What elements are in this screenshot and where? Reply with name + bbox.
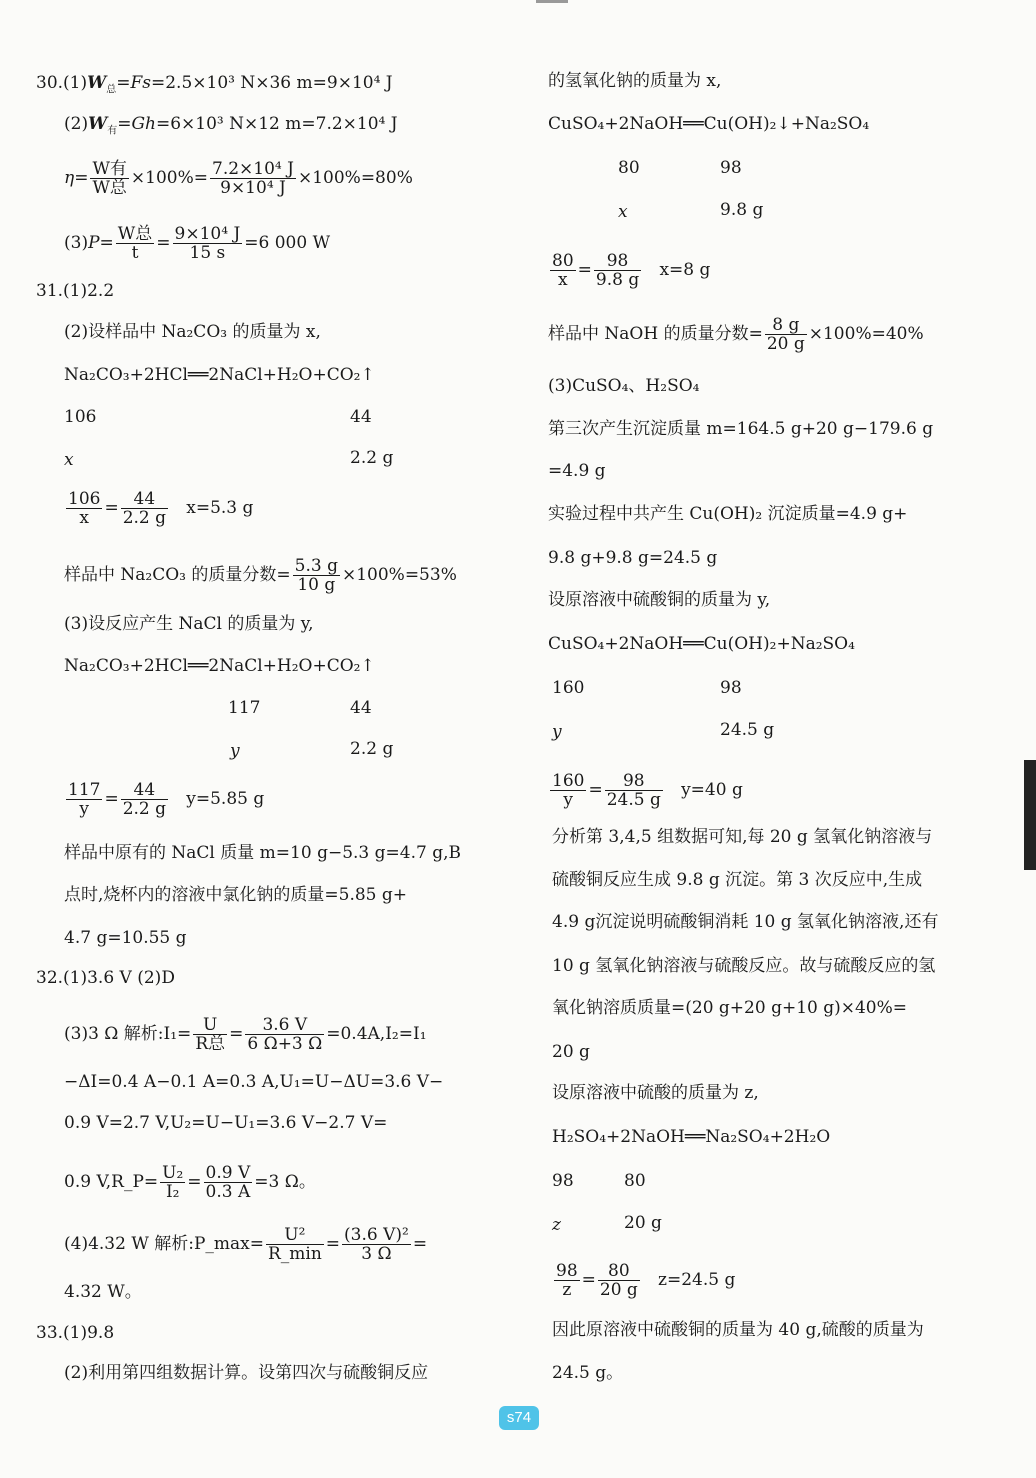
q31-ratio1: $\frac{106}{x}$ = $\frac{44}{2.2 g}$ x=5.3 g: [68, 489, 254, 528]
r-line12: 10 g 氢氧化钠溶液与硫酸反应。故与硫酸反应的氢: [552, 956, 936, 976]
q32-l6-den: R_min: [267, 1244, 322, 1264]
q31-g22a: 2.2 g: [350, 448, 394, 468]
q32-l2-den2: 6 Ω+3 Ω: [247, 1034, 323, 1054]
r2-result: y=5.85 g: [186, 789, 265, 809]
r-g245: 24.5 g: [720, 720, 775, 740]
frac-num: 5.3 g: [294, 556, 338, 576]
q32-l5-end: =3 Ω。: [254, 1172, 316, 1192]
power-end: =6 000 W: [244, 233, 331, 253]
r-line3: (3)CuSO₄、H₂SO₄: [548, 376, 700, 396]
q32-l2-den: R总: [195, 1034, 226, 1054]
r2-den2: 2.2 g: [122, 799, 167, 819]
q31-n44a: 44: [350, 407, 372, 427]
power-num1: W总: [117, 224, 153, 244]
eta-den2: 9×10⁴ J: [220, 178, 286, 198]
q31-line3: (3)设反应产生 NaCl 的质量为 y,: [64, 614, 314, 634]
q32-line3: −ΔI=0.4 A−0.1 A=0.3 A,U₁=U−ΔU=3.6 V−: [64, 1072, 444, 1092]
q32-line7: 4.32 W。: [64, 1282, 142, 1302]
power-label: (3): [64, 233, 89, 253]
q30-efficiency: η= W有 W总 ×100%= $\frac{\text{7.2×10⁴ J}}{\text{9×10⁴ J}}$ ×100%=80%: [64, 159, 413, 198]
r-ratio3: $\frac{98}{z}$ = $\frac{80}{20 g}$ z=24.5 g: [556, 1261, 736, 1300]
rr1-num2: 98: [594, 252, 641, 271]
r2-num1: 117: [68, 780, 101, 800]
rr3-num1: 98: [556, 1261, 578, 1281]
r-line7: 9.8 g+9.8 g=24.5 g: [548, 548, 718, 568]
q32-line1: 32.(1)3.6 V (2)D: [36, 968, 175, 988]
r-equation3: H₂SO₄+2NaOH══Na₂SO₄+2H₂O: [552, 1127, 831, 1147]
q33-line1: 33.(1)9.8: [36, 1323, 115, 1343]
frac-end: ×100%=53%: [341, 565, 457, 585]
r-line16: 因此原溶液中硫酸铜的质量为 40 g,硫酸的质量为: [552, 1320, 924, 1340]
rr1-num1: 80: [552, 251, 574, 271]
rr1-den2: 9.8 g: [595, 270, 640, 290]
r-g20: 20 g: [624, 1213, 662, 1233]
q32-l6-pre: (4)4.32 W 解析:P_max=: [64, 1234, 264, 1254]
r-line14: 20 g: [552, 1042, 590, 1062]
eta-mid: ×100%=: [130, 168, 209, 188]
q31-xa: x: [64, 450, 74, 470]
frac-pre: 样品中 Na₂CO₃ 的质量分数=: [64, 565, 291, 585]
r-line4: 第三次产生沉淀质量 m=164.5 g+20 g−179.6 g: [548, 419, 934, 439]
q32-l5-mid: =: [187, 1172, 202, 1192]
r-equation2: CuSO₄+2NaOH══Cu(OH)₂+Na₂SO₄: [548, 634, 855, 654]
r-naoh-fraction: [548, 316, 924, 353]
q32-l5-num: U₂: [162, 1163, 184, 1183]
page-number-badge: s74: [499, 1406, 539, 1430]
r2-den1: y: [79, 799, 90, 819]
q32-l2-pre: (3)3 Ω 解析:I₁=: [64, 1024, 192, 1044]
q32-l5-pre: 0.9 V,R_P=: [64, 1172, 159, 1192]
r1-den2: 2.2 g: [122, 508, 167, 528]
r-n98: 98: [720, 158, 742, 178]
q30-line1-text: =2.5×10³ N×36 m=9×10⁴ J: [151, 73, 393, 93]
r-equation1: CuSO₄+2NaOH══Cu(OH)₂↓+Na₂SO₄: [548, 114, 870, 134]
q30-line2: $(2)W_有=Gh=6\times 10^3$ N×12 m=7.2×10⁴ J: [64, 114, 398, 137]
r-ratio2: $\frac{160}{y}$ = $\frac{98}{24.5 g}$ y=40 g: [552, 771, 743, 810]
r-n160: 160: [552, 678, 585, 698]
q31-g22b: 2.2 g: [350, 739, 394, 759]
nf-num: 8 g: [765, 316, 807, 335]
r-line10: 硫酸铜反应生成 9.8 g 沉淀。第 3 次反应中,生成: [552, 870, 923, 890]
r-line15: 设原溶液中硫酸的质量为 z,: [552, 1083, 759, 1103]
q32-line5: [64, 1164, 316, 1201]
r-zb: z: [552, 1215, 561, 1235]
r-n98c: 98: [552, 1171, 574, 1191]
q32-line2: [64, 1016, 427, 1053]
nf-den: 20 g: [766, 334, 805, 354]
q30-line2-text: =6×10³ N×12 m=7.2×10⁴ J: [155, 114, 398, 134]
rr2-den2: 24.5 g: [606, 790, 661, 810]
r-line17: 24.5 g。: [552, 1363, 624, 1383]
q32-l5-den2: 0.3 A: [205, 1182, 251, 1202]
q31-text3: 4.7 g=10.55 g: [64, 928, 187, 948]
q31-n44b: 44: [350, 698, 372, 718]
q30-label: 30.(1): [36, 73, 88, 93]
power-num2: 9×10⁴ J: [174, 224, 241, 244]
r-line13: 氧化钠溶质质量=(20 g+20 g+10 g)×40%=: [552, 998, 908, 1018]
q32-l2-num: U: [193, 1016, 227, 1035]
q32-l6-num2: (3.6 V)²: [344, 1225, 409, 1245]
rr3-den1: z: [562, 1280, 572, 1300]
r-n80c: 80: [624, 1171, 646, 1191]
q32-l6-num: U²: [266, 1226, 324, 1245]
r-line5: =4.9 g: [548, 461, 606, 481]
rr2-result: y=40 g: [681, 780, 743, 800]
q32-l2-num2: 3.6 V: [245, 1016, 324, 1035]
q32-l5-den: I₂: [165, 1182, 180, 1202]
q32-l6-den2: 3 Ω: [361, 1244, 392, 1264]
q32-l2-end: =0.4A,I₂=I₁: [326, 1024, 427, 1044]
q32-l6-mid: =: [325, 1234, 341, 1254]
q31-ya: y: [230, 741, 240, 761]
q30-line2-label: (2): [64, 114, 89, 134]
rr1-result: x=8 g: [659, 260, 711, 280]
eta-num2: 7.2×10⁴ J: [212, 159, 294, 179]
eta-num1: W有: [92, 159, 127, 179]
q31-equation2: Na₂CO₃+2HCl══2NaCl+H₂O+CO₂↑: [64, 656, 375, 676]
r-n80: 80: [618, 158, 640, 178]
r-line1: 的氢氧化钠的质量为 x,: [548, 71, 722, 91]
q32-l2-mid: =: [229, 1024, 244, 1044]
nf-end: ×100%=40%: [808, 324, 924, 344]
r1-result: x=5.3 g: [186, 498, 254, 518]
top-mark: [536, 0, 568, 3]
r-xb: x: [618, 202, 628, 222]
q31-ratio2: $\frac{117}{y}$ = $\frac{44}{2.2 g}$ y=5.85 g: [68, 780, 265, 819]
r1-num1: 106: [68, 489, 101, 509]
r2-num2: 44: [121, 781, 168, 800]
q32-l6-end: =: [412, 1234, 428, 1254]
q30-power: (3)P= W总 t = $\frac{\text{9×10⁴ J}}{15 s}$ =6 000 W: [64, 224, 331, 263]
nf-pre: 样品中 NaOH 的质量分数=: [548, 324, 763, 344]
r-n98b: 98: [720, 678, 742, 698]
q32-line6: [64, 1226, 427, 1263]
rr2-num2: 98: [605, 772, 663, 791]
rr2-den1: y: [563, 790, 574, 810]
q30-line1: $30.(1)W_总=Fs=2.5\times 10^3$ N×36 m=9×10⁴ J: [36, 73, 393, 96]
q31-fraction-line: [64, 557, 457, 594]
q31-n106: 106: [64, 407, 97, 427]
r-yb: y: [552, 722, 562, 742]
rr2-num1: 160: [552, 771, 585, 791]
q31-line2: (2)设样品中 Na₂CO₃ 的质量为 x,: [64, 322, 321, 342]
q32-l5-num2: 0.9 V: [205, 1163, 251, 1183]
rr3-num2: 80: [598, 1262, 640, 1281]
r1-den1: x: [79, 508, 90, 528]
r-line8: 设原溶液中硫酸铜的质量为 y,: [548, 590, 771, 610]
r-ratio1: $\frac{80}{x}$ = $\frac{98}{9.8 g}$ x=8 g: [552, 251, 711, 290]
frac-den: 10 g: [297, 575, 336, 595]
page-edge-tab: [1024, 760, 1036, 870]
r-line11: 4.9 g沉淀说明硫酸铜消耗 10 g 氢氧化钠溶液,还有: [552, 912, 939, 932]
q31-text1: 样品中原有的 NaCl 质量 m=10 g−5.3 g=4.7 g,B: [64, 843, 461, 863]
rr3-den2: 20 g: [599, 1280, 638, 1300]
q31-equation1: Na₂CO₃+2HCl══2NaCl+H₂O+CO₂↑: [64, 365, 375, 385]
rr3-result: z=24.5 g: [658, 1270, 736, 1290]
r-line6: 实验过程中共产生 Cu(OH)₂ 沉淀质量=4.9 g+: [548, 504, 908, 524]
eta-den1: W总: [92, 178, 127, 198]
q31-n117: 117: [228, 698, 261, 718]
r-line9: 分析第 3,4,5 组数据可知,每 20 g 氢氧化钠溶液与: [552, 827, 933, 847]
q31-text2: 点时,烧杯内的溶液中氯化钠的质量=5.85 g+: [64, 885, 408, 905]
q31-line1: 31.(1)2.2: [36, 281, 115, 301]
r-g98: 9.8 g: [720, 200, 764, 220]
power-den2: 15 s: [189, 243, 226, 263]
r1-num2: 44: [121, 490, 168, 509]
rr1-den1: x: [558, 270, 568, 290]
power-den1: t: [131, 243, 139, 263]
eta-end: ×100%=80%: [297, 168, 413, 188]
q32-line4: 0.9 V=2.7 V,U₂=U−U₁=3.6 V−2.7 V=: [64, 1113, 388, 1133]
q33-line2: (2)利用第四组数据计算。设第四次与硫酸铜反应: [64, 1363, 429, 1383]
